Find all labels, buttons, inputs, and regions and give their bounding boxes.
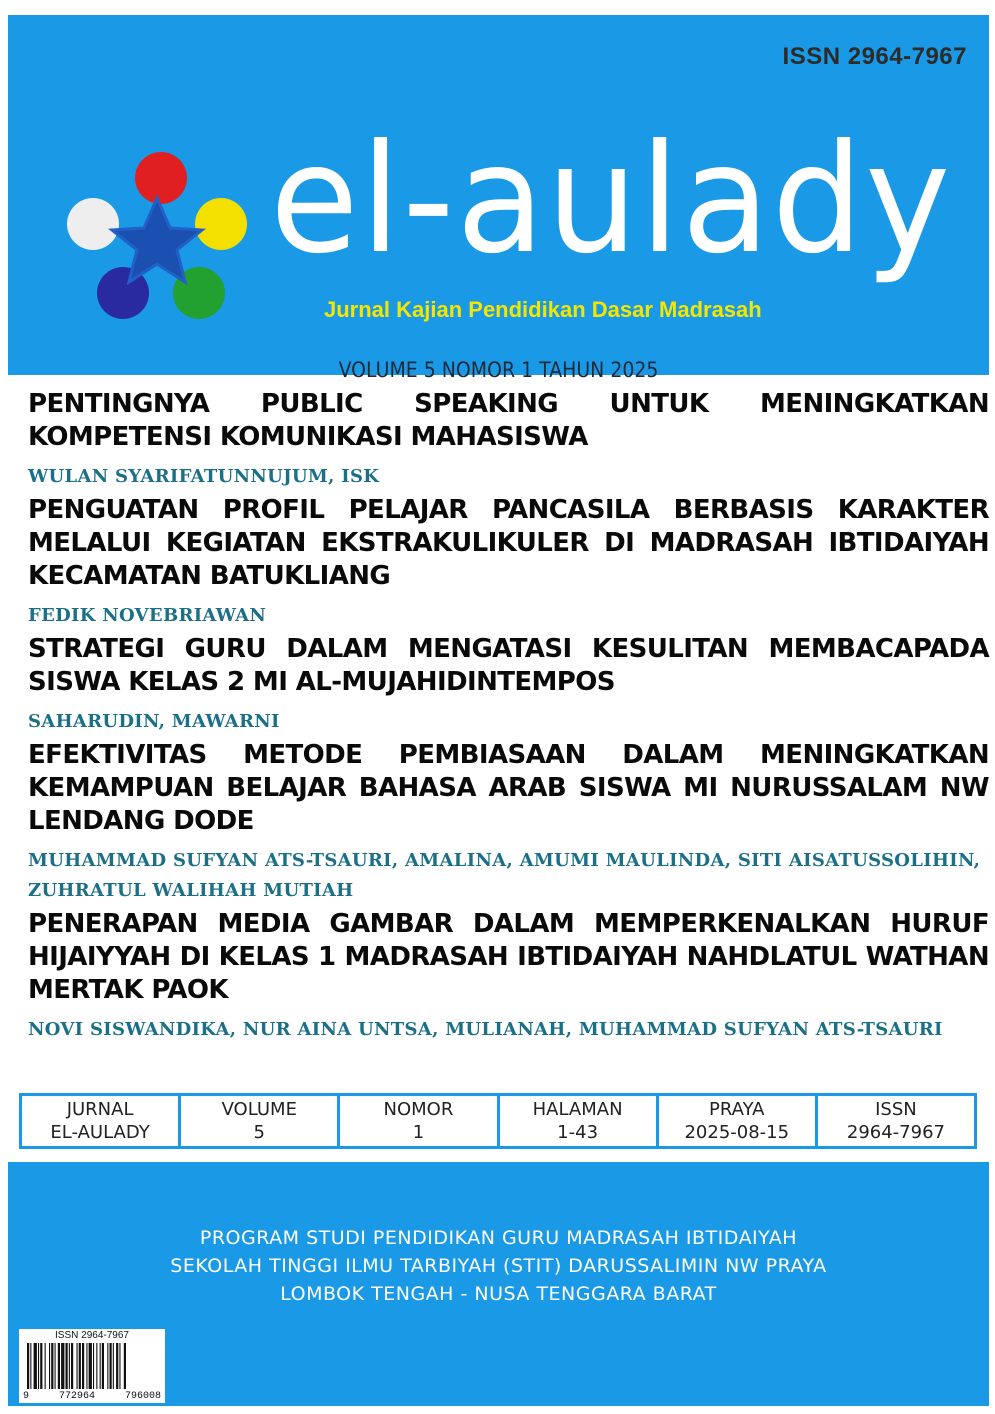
barcode-bar: [110, 1343, 112, 1389]
barcode-bar: [66, 1343, 68, 1389]
info-value: 5: [253, 1122, 265, 1143]
barcode-bar: [61, 1343, 64, 1389]
barcode-bar: [93, 1343, 94, 1389]
article-title: PENERAPAN MEDIA GAMBAR DALAM MEMPERKENALKAN HURUF HIJAIYYAH DI KELAS 1 MADRASAH IBTIDAIYAH NAHDLATUL WATHAN MERTAK PAOK: [28, 909, 989, 1005]
article-title: STRATEGI GURU DALAM MENGATASI KESULITAN MEMBACAPADA SISWA KELAS 2 MI AL-MUJAHIDINTEMPOS: [28, 634, 989, 697]
barcode-digit-mid: 772964: [58, 1391, 95, 1402]
info-cell-journal: [22, 1096, 181, 1146]
article-title: PENTINGNYA PUBLIC SPEAKING UNTUK MENINGKATKAN KOMPETENSI KOMUNIKASI MAHASISWA: [28, 389, 989, 452]
info-cell-issn: [818, 1096, 974, 1146]
barcode-bar: [79, 1343, 81, 1389]
cover-header-band: [8, 15, 989, 382]
institution-block: [8, 1224, 989, 1308]
article-authors: FEDIK NOVEBRIAWAN: [28, 605, 267, 626]
barcode-bar: [119, 1343, 120, 1389]
institution-line: SEKOLAH TINGGI ILMU TARBIYAH (STIT) DARUSSALIMIN NW PRAYA: [170, 1255, 827, 1277]
barcode-bar: [96, 1343, 97, 1389]
issn-label: ISSN 2964-7967: [782, 43, 967, 70]
journal-logo: [63, 140, 263, 330]
barcode-bar: [45, 1343, 46, 1389]
journal-info-table: [19, 1093, 977, 1149]
info-value: 1-43: [557, 1122, 599, 1143]
journal-name: el-aulady: [270, 113, 953, 287]
journal-tagline: Jurnal Kajian Pendidikan Dasar Madrasah: [324, 297, 762, 322]
barcode-bar: [100, 1343, 101, 1389]
barcode-bar: [55, 1343, 56, 1389]
barcode-bar: [86, 1343, 87, 1389]
barcode-bar: [71, 1343, 73, 1389]
logo-white-dot: [67, 198, 119, 250]
barcode-bar: [124, 1343, 126, 1389]
institution-line: PROGRAM STUDI PENDIDIKAN GURU MADRASAH IBTIDAIYAH: [199, 1227, 798, 1249]
barcode-bar: [102, 1343, 104, 1389]
barcode-bar: [38, 1343, 39, 1389]
article-authors: SAHARUDIN, MAWARNI: [28, 711, 280, 732]
info-label: VOLUME: [221, 1099, 297, 1120]
info-cell-date: [659, 1096, 818, 1146]
info-label: JURNAL: [66, 1099, 134, 1120]
barcode-bar: [49, 1343, 50, 1389]
barcode-digit-left: 9: [23, 1391, 30, 1402]
barcode-bar: [89, 1343, 92, 1389]
barcode-bar: [69, 1343, 70, 1389]
info-cell-pages: [500, 1096, 659, 1146]
info-value: 2964-7967: [846, 1122, 945, 1143]
institution-line: LOMBOK TENGAH - NUSA TENGGARA BARAT: [280, 1283, 717, 1305]
barcode-bar: [27, 1343, 29, 1389]
info-value: 2025-08-15: [684, 1122, 790, 1143]
barcode-bar: [58, 1343, 60, 1389]
volume-line: VOLUME 5 NOMOR 1 TAHUN 2025: [338, 358, 659, 382]
barcode-digits: [23, 1391, 161, 1402]
barcode-bar: [30, 1343, 31, 1389]
logo-yellow-dot: [195, 198, 247, 250]
barcode-issn-label: ISSN 2964-7967: [55, 1330, 129, 1341]
info-label: ISSN: [875, 1099, 917, 1120]
article-authors: MUHAMMAD SUFYAN ATS-TSAURI, AMALINA, AMUMI MAULINDA, SITI AISATUSSOLIHIN, ZUHRATUL WALIHAH MUTIAH: [28, 850, 981, 901]
info-label: NOMOR: [383, 1099, 454, 1120]
info-value: 1: [412, 1122, 425, 1143]
barcode-bar: [77, 1343, 78, 1389]
barcode-bar: [82, 1343, 84, 1389]
info-cell-number: [340, 1096, 499, 1146]
info-cell-volume: [181, 1096, 340, 1146]
barcode-bar: [107, 1343, 108, 1389]
barcode-bar: [116, 1343, 118, 1389]
article-title: EFEKTIVITAS METODE PEMBIASAAN DALAM MENINGKATKAN KEMAMPUAN BELAJAR BAHASA ARAB SISWA MI NURUSSALAM NW LENDANG DODE: [28, 740, 989, 836]
article-title: PENGUATAN PROFIL PELAJAR PANCASILA BERBASIS KARAKTER MELALUI KEGIATAN EKSTRAKULIKULER DI MADRASAH IBTIDAIYAH KECAMATAN BATUKLIANG: [28, 495, 989, 591]
barcode-bar: [51, 1343, 53, 1389]
logo-red-dot: [135, 152, 187, 204]
barcode-bar: [34, 1343, 37, 1389]
info-label: PRAYA: [709, 1099, 765, 1120]
article-authors: WULAN SYARIFATUNNUJUM, ISK: [28, 466, 380, 487]
info-value: EL-AULADY: [50, 1122, 150, 1143]
barcode-bar: [113, 1343, 114, 1389]
barcode-digit-right: 796008: [124, 1391, 161, 1402]
info-label: HALAMAN: [532, 1099, 623, 1120]
issn-barcode: [19, 1329, 165, 1403]
barcode-bars: [27, 1343, 159, 1389]
barcode-bar: [40, 1343, 42, 1389]
article-authors: NOVI SISWANDIKA, NUR AINA UNTSA, MULIANAH, MUHAMMAD SUFYAN ATS-TSAURI: [28, 1019, 943, 1040]
article-list: [28, 388, 989, 1047]
